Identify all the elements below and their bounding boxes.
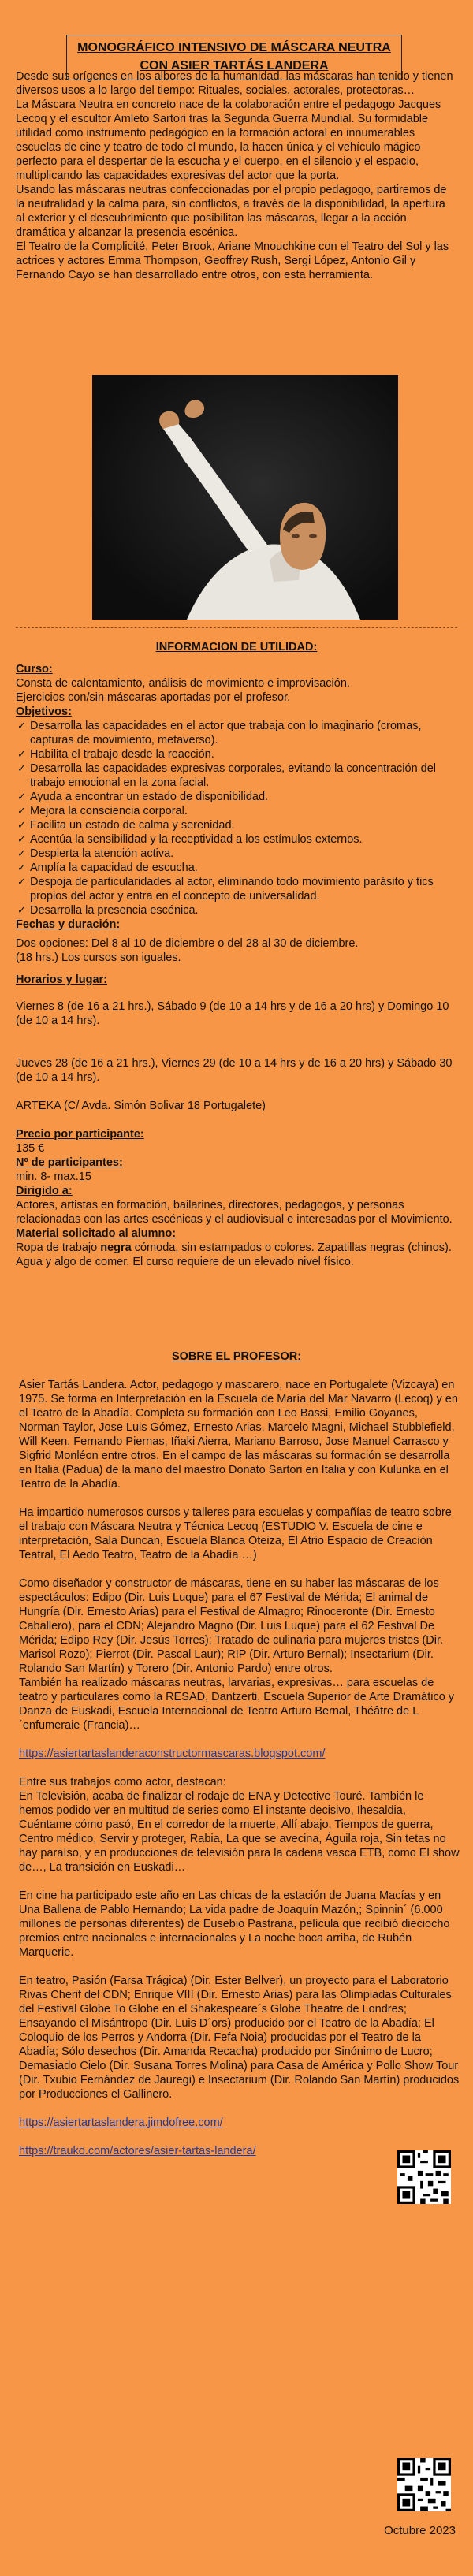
list-item: ✓ Amplía la capacidad de escucha. — [16, 861, 457, 875]
info-heading: INFORMACION DE UTILIDAD: — [155, 641, 318, 653]
lugar: ARTEKA (C/ Avda. Simón Bolivar 18 Portugalete) — [16, 1100, 266, 1112]
list-item: ✓ Despierta la atención activa. — [16, 847, 457, 861]
fechas-line: (18 hrs.) Los cursos son iguales. — [16, 951, 181, 964]
profesor-paragraph: Como diseñador y constructor de máscaras, tiene en su haber las máscaras de los espectáculos: Edipo (Dir. Luis Luque) para el 67 Festival de Mérida; El animal de Hungría (Dir. Ernesto Arias) para el Festival de Almagro; Rinoceronte (Dir. Ernesto Caballero), para el CDN; Alejandro Magno (Dir. Luis Luque) para el 62 Festival De Mérida; Edipo Rey (Dir. Jesús Torres); Tratado de culinaria para mujeres tristes (Dir. Marisol Rozo); Pierrot (Dir. Pascal Laur); RIP (Dir. Arturo Bernal); Insectarium (Dir. Rolando San Martín) y Torero (Dir. Antonio Pardo) entre otros. — [19, 1577, 444, 1675]
participantes: min. 8- max.15 — [16, 1171, 91, 1183]
actor-photo-illustration — [92, 375, 398, 620]
horarios-option-1: Viernes 8 (de 16 a 21 hrs.), Sábado 9 (de 10 a 14 hrs y de 16 a 20 hrs) y Domingo 10 (de 10 a 14 hrs). — [16, 1000, 449, 1027]
qr-code-icon — [397, 2150, 451, 2204]
intro-paragraph: La Máscara Neutra en concreto nace de la colaboración entre el pedagogo Jacques Lecoq y el escultor Amleto Sartori tras la Segunda Guerra Mundial. Su formidable utilidad como instrumento pedagógico en la formación actoral en innumerables escuelas de cine y teatro de todo el mundo, la hacen única y el vehículo mágico perfecto para el despertar de la escucha y el cuerpo, en el silencio y el espacio, multiplicando las capacidades expresivas del actor que la porta. — [16, 99, 441, 182]
list-item: ✓ Acentúa la sensibilidad y la receptividad a los estímulos externos. — [16, 832, 457, 847]
qr-code-icon — [397, 2458, 451, 2511]
jimdo-link[interactable]: https://asiertartaslandera.jimdofree.com/ — [19, 2116, 223, 2129]
list-item: ✓ Ayuda a encontrar un estado de disponibilidad. — [16, 790, 457, 804]
material-line — [16, 1241, 457, 1255]
material-bold: negra — [100, 1241, 132, 1254]
intro-paragraph: El Teatro de la Complicité, Peter Brook, Ariane Mnouchkine con el Teatro del Sol y las actrices y actores Emma Thompson, Geoffrey Rush, Sergi López, Antonio Gil y Fernando Cayo se han desarrollado entre otros, con esta herramienta. — [16, 240, 449, 281]
list-item: ✓ Desarrolla las capacidades en el actor que trabaja con lo imaginario (cromas, capturas de movimiento, metaverso). — [16, 719, 457, 747]
qr-code-website[interactable] — [397, 2458, 451, 2511]
title-line-1: MONOGRÁFICO INTENSIVO DE MÁSCARA NEUTRA — [77, 41, 391, 54]
list-item: ✓ Facilita un estado de calma y serenidad. — [16, 818, 457, 832]
profesor-paragraph: En Televisión, acaba de finalizar el rodaje de ENA y Detective Touré. También le hemos podido ver en multitud de series como El instante decisivo, Ihesaldia, Cuéntame cómo pasó, En el corredor de la muerte, Allí abajo, Tiempos de guerra, Centro médico, Servir y proteger, Rabia, La que se avecina, Águila roja, Sin tetas no hay paraíso, y en producciones de televisión para la cadena vasca ETB, como El show de…, La transición en Euskadi… — [19, 1790, 460, 1874]
material-text: Ropa de trabajo — [16, 1241, 101, 1254]
profesor-paragraph: Ha impartido numerosos cursos y talleres para escuelas y compañías de teatro sobre el trabajo con Máscara Neutra y Técnica Lecoq (ESTUDIO V. Escuela de cine e interpretación, Sala Duncan, Escuela Blanca Oteiza, El Atrio Espacio de Creación Teatral, El Aedo Teatro, Teatro de la Abadía …) — [19, 1506, 452, 1562]
footer-date: Octubre 2023 — [384, 2524, 456, 2537]
horarios-label: Horarios y lugar: — [16, 973, 108, 986]
profesor-paragraph: Asier Tartás Landera. Actor, pedagogo y mascarero, nace en Portugalete (Vizcaya) en 1975. Se forma en Interpretación en la Escuela de María del Mar Navarro (Lecoq) y en el Teatro de la Abadía. Completa su formación con Leo Bassi, Emilio Goyanes, Norman Taylor, Jose Luis Gómez, Ernesto Arias, Marcelo Magni, Michael Stubblefield, Will Keen, Fernando Piernas, Iñaki Aierra, Mariano Barroso, Jose Manuel Carrasco y Sigfrid Monléon entre otros. En el campo de las máscaras su formación se desarrolla en Italia (Padua) de la mano del maestro Donato Sartori en Italia y con Kulunka en el Teatro de la Abadía. — [19, 1379, 458, 1491]
trauko-link[interactable]: https://trauko.com/actores/asier-tartas-landera/ — [19, 2145, 256, 2157]
list-item: ✓ Desarrolla la presencia escénica. — [16, 903, 457, 918]
list-item: ✓ Desarrolla las capacidades expresivas corporales, evitando la concentración del trabajo emocional en la zona facial. — [16, 761, 457, 790]
horarios-option-2: Jueves 28 (de 16 a 21 hrs.), Viernes 29 (de 10 a 14 hrs y de 16 a 20 hrs) y Sábado 30 (de 10 a 14 hrs). — [16, 1057, 453, 1084]
dirigido: Actores, artistas en formación, bailarines, directores, pedagogos, y personas relacionadas con las artes escénicas y el audiovisual e interesadas por el Movimiento. — [16, 1199, 453, 1226]
qr-code-blog[interactable] — [397, 2150, 451, 2204]
fechas-label: Fechas y duración: — [16, 918, 121, 931]
curso-line: Ejercicios con/sin máscaras aportadas por el profesor. — [16, 691, 291, 704]
precio: 135 € — [16, 1142, 45, 1155]
info-section — [16, 662, 457, 1269]
profesor-paragraph: En cine ha participado este año en Las chicas de la estación de Juana Macías y en Una Ballena de Pablo Hernando; La vida padre de Joaquín Mazón,; Spinnin´ (6.000 millones de personas diferentes) de Eusebio Pastrana, película que recibió dieciocho premios entre nacionales e internacionales y La noche boca arriba, de Rubén Marquerie. — [19, 1889, 450, 1959]
objetivos-list — [16, 719, 457, 918]
precio-label: Precio por participante: — [16, 1128, 144, 1141]
fechas-line: Dos opciones: Del 8 al 10 de diciembre o del 28 al 30 de diciembre. — [16, 937, 359, 950]
participantes-label: Nº de participantes: — [16, 1156, 123, 1169]
list-item: ✓ Despoja de particularidades al actor, eliminando todo movimiento parásito y tics propios del actor y entra en el concepto de universalidad. — [16, 875, 457, 903]
list-item: ✓ Habilita el trabajo desde la reacción. — [16, 747, 457, 761]
curso-line: Consta de calentamiento, análisis de movimiento e improvisación. — [16, 677, 350, 690]
intro-text — [16, 69, 457, 282]
profesor-heading: SOBRE EL PROFESOR: — [171, 1350, 302, 1363]
objetivos-label: Objetivos: — [16, 705, 72, 718]
profesor-paragraph: Entre sus trabajos como actor, destacan: — [19, 1776, 226, 1789]
intro-paragraph: Desde sus orígenes en los albores de la humanidad, las máscaras han tenido y tienen diversos usos a lo largo del tiempo: Rituales, sociales, actorales, protectoras… — [16, 70, 453, 97]
profesor-section — [16, 1378, 460, 2158]
title-line-2: CON ASIER TARTÁS LANDERA — [140, 59, 329, 73]
intro-paragraph: Usando las máscaras neutras confeccionadas por el propio pedagogo, partiremos de la neutralidad y la calma para, sin conflictos, a través de la disponibilidad, la apertura al exterior y el descubrimiento que posibilitan las máscaras, llegar a la acción dramática y alcanzar la presencia escénica. — [16, 184, 447, 239]
photo-actor-with-neutral-mask — [92, 375, 398, 620]
profesor-paragraph: En teatro, Pasión (Farsa Trágica) (Dir. Ester Bellver), un proyecto para el Laboratorio Rivas Cherif del CDN; Enrique VIII (Dir. Ernesto Arias) para las Olimpiadas Culturales del Festival Globe To Globe en el Shakespeare´s Globe Theatre de Londres; Ensayando el Misántropo (Dir. Luis D´ors) producido por el Teatro de la Abadía; El Coloquio de los Perros y Andorra (Dir. Fefa Noia) producidas por el Teatro de la Abadía; Sólo desechos (Dir. Amanda Recacha) producido por Sinónimo de Lucro; Demasiado Cielo (Dir. Susana Torres Molina) para Casa de América y Pollo Show Tour (Dir. Txubio Fernández de Jauregi) e Insectarium (Dir. Rolando San Martín) producidos por Producciones el Gallinero. — [19, 1975, 460, 2101]
material-label: Material solicitado al alumno: — [16, 1227, 177, 1240]
section-divider — [16, 627, 457, 628]
profesor-paragraph: También ha realizado máscaras neutras, larvarias, expresivas… para escuelas de teatro y particulares como la RESAD, Dantzerti, Escuela Superior de Arte Dramático y Danza de Euskadi, Escuela Internacional de Teatro Arturo Bernal, Théâtre de L´enfumeraie (Francia)… — [19, 1677, 455, 1732]
blog-link[interactable]: https://asiertartaslanderaconstructormascaras.blogspot.com/ — [19, 1748, 326, 1760]
curso-label: Curso: — [16, 663, 53, 676]
dirigido-label: Dirigido a: — [16, 1185, 73, 1197]
list-item: ✓ Mejora la consciencia corporal. — [16, 804, 457, 818]
material-text: cómoda, sin estampados o colores. Zapatillas negras (chinos). — [131, 1241, 452, 1254]
material-line-2: Agua y algo de comer. El curso requiere de un elevado nivel físico. — [16, 1256, 354, 1268]
